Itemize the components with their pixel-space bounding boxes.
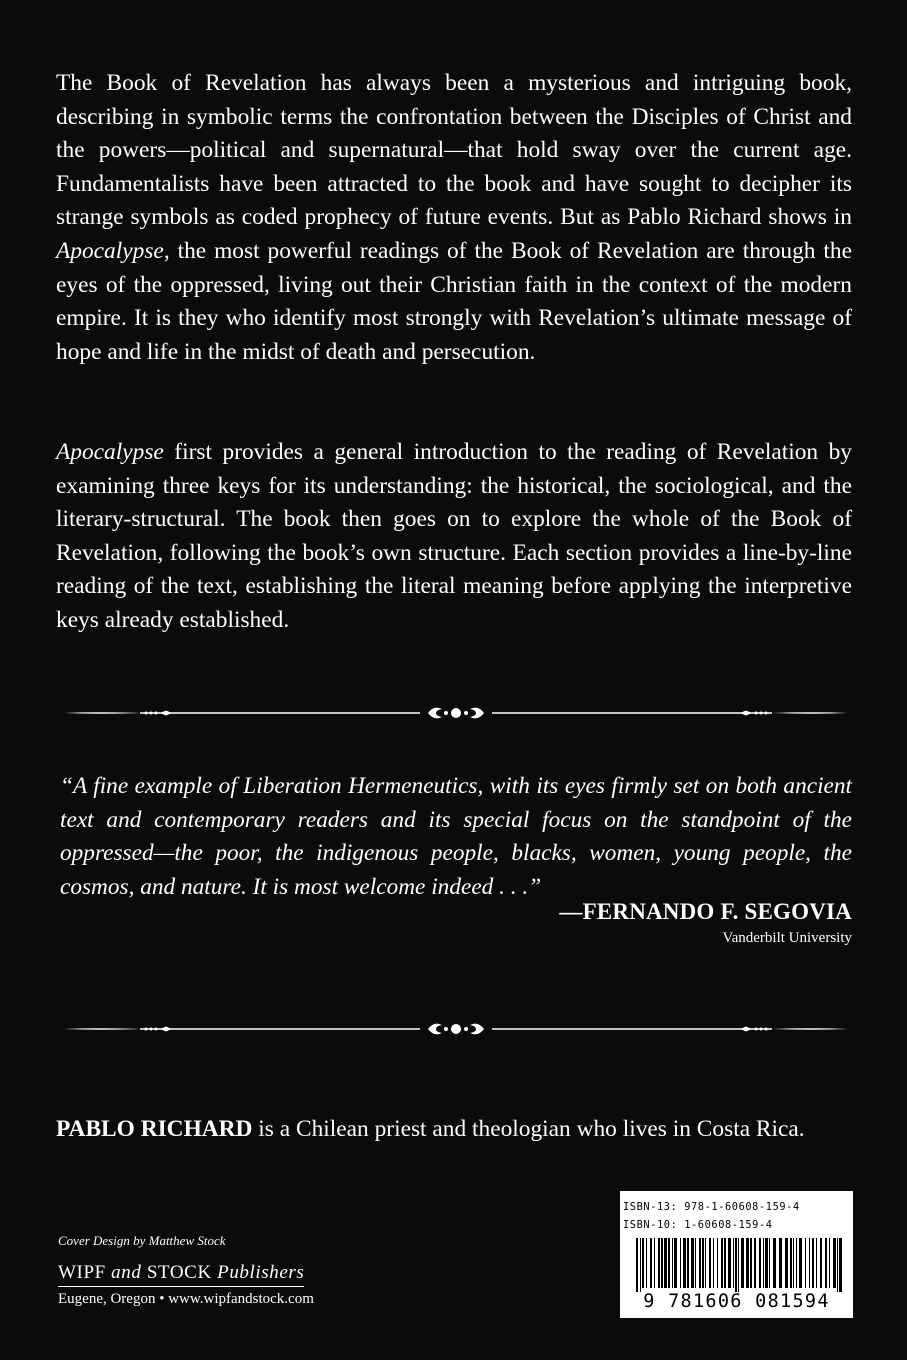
publisher-word: STOCK <box>141 1262 218 1283</box>
barcode-bar <box>658 1238 660 1288</box>
barcode-bar <box>773 1238 776 1288</box>
description-paragraph-1 <box>56 67 852 369</box>
barcode-bar <box>674 1238 677 1288</box>
barcode-bar <box>796 1238 797 1288</box>
barcode-bar <box>738 1238 739 1292</box>
barcode-bar <box>680 1238 681 1288</box>
barcode-bar <box>750 1238 752 1288</box>
barcode-bar <box>790 1238 792 1288</box>
book-title-italic: Apocalypse <box>56 237 164 264</box>
barcode-bar <box>769 1238 770 1288</box>
author-bio-text: is a Chilean priest and theologian who lives in Costa Rica. <box>252 1116 805 1142</box>
barcode-bar <box>785 1238 788 1288</box>
endorser-affiliation: Vanderbilt University <box>722 930 852 946</box>
book-title-italic: Apocalypse <box>56 439 164 465</box>
barcode-bar <box>695 1238 696 1288</box>
author-name: PABLO RICHARD <box>56 1116 253 1142</box>
barcode-bars <box>622 1238 851 1292</box>
barcode-bar <box>805 1238 806 1288</box>
barcode-bar <box>812 1238 814 1288</box>
barcode-bar <box>837 1238 838 1292</box>
barcode-number: 9 781606 081594 <box>643 1291 830 1312</box>
ornamental-divider <box>60 703 852 723</box>
description-text: The Book of Revelation has always been a mysterious and intriguing book, describing in symbolic terms the confrontation between the Disciples of Christ and the powers—political and supernatural—that hold sway over the current age. Fundamentalists have been attracted to the book and have sought to decipher its strange symbols as coded prophecy of future events. But as Pablo Richard shows in <box>56 70 852 231</box>
barcode-bar <box>829 1238 830 1288</box>
description-text: first provides a general introduction to the reading of Revelation by examining three keys for its understanding: the historical, the sociological, and the literary-structural. The book then goes on to explore the whole of the Book of Revelation, following the book’s own structure. Each section provides a line-by-line reading of the text, establishing the literal meaning before applying the interpretive keys already established. <box>56 439 852 633</box>
barcode-bar <box>642 1238 644 1288</box>
barcode-bar <box>733 1238 734 1288</box>
barcode-bar <box>713 1238 714 1288</box>
barcode-bar <box>661 1238 663 1288</box>
barcode-bar <box>825 1238 827 1288</box>
publisher-and: and <box>111 1262 142 1283</box>
barcode-bar <box>820 1238 822 1288</box>
barcode-bar <box>640 1238 641 1292</box>
barcode-bar <box>779 1238 782 1288</box>
isbn-barcode <box>620 1191 853 1318</box>
barcode-bar <box>705 1238 706 1288</box>
publisher-word-italic: Publishers <box>217 1262 305 1283</box>
description-text: , the most powerful readings of the Book of Revelation are through the eyes of the oppressed, living out their Christian faith in the context of the modern empire. It is they who identify most strongly with Revelation’s ultimate message of hope and life in the midst of death and persecution. <box>56 237 852 365</box>
barcode-bar <box>717 1238 718 1288</box>
publisher-word: WIPF <box>58 1262 112 1283</box>
barcode-bar <box>654 1238 655 1288</box>
barcode-bar <box>687 1238 689 1288</box>
barcode-bar <box>799 1238 802 1288</box>
barcode-bar <box>759 1238 761 1288</box>
barcode-bar <box>816 1238 817 1288</box>
barcode-bar <box>709 1238 711 1288</box>
description-paragraph-2 <box>56 436 852 638</box>
endorsement-quote: “A fine example of Liberation Hermeneutics, with its eyes firmly set on both ancient text and contemporary readers and its special focus on the standpoint of the oppressed—the poor, the indigenous people, blacks, women, young people, the cosmos, and nature. It is most welcome indeed . . .” <box>60 773 852 900</box>
cover-design-credit: Cover Design by Matthew Stock <box>58 1233 226 1248</box>
barcode-bar <box>724 1238 726 1288</box>
barcode-bar <box>650 1238 652 1288</box>
author-bio <box>56 1114 856 1144</box>
publisher-name <box>58 1262 304 1287</box>
barcode-bar <box>793 1238 794 1288</box>
endorser-name: —FERNANDO F. SEGOVIA <box>559 899 852 924</box>
barcode-bar <box>668 1238 670 1288</box>
barcode-bar <box>809 1238 810 1288</box>
barcode-bar <box>672 1238 673 1288</box>
barcode-bar <box>746 1238 749 1288</box>
barcode-bar <box>741 1238 744 1288</box>
barcode-bar <box>691 1238 694 1288</box>
barcode-bar <box>839 1238 842 1292</box>
barcode-bar <box>683 1238 686 1288</box>
barcode-bar <box>765 1238 768 1288</box>
barcode-bar <box>728 1238 731 1288</box>
barcode-bar <box>763 1238 764 1288</box>
ornamental-divider <box>60 1019 852 1039</box>
barcode-bar <box>699 1238 701 1288</box>
publisher-location: Eugene, Oregon • www.wipfandstock.com <box>58 1291 314 1307</box>
barcode-bar <box>721 1238 723 1288</box>
isbn-13: ISBN-13: 978-1-60608-159-4 <box>623 1201 800 1213</box>
barcode-bar <box>833 1238 836 1288</box>
barcode-bar <box>664 1238 667 1288</box>
barcode-bar <box>702 1238 704 1288</box>
barcode-bar <box>646 1238 647 1288</box>
barcode-bar <box>735 1238 737 1292</box>
barcode-bar <box>754 1238 756 1288</box>
barcode-bar <box>636 1238 638 1292</box>
isbn-10: ISBN-10: 1-60608-159-4 <box>623 1219 773 1231</box>
